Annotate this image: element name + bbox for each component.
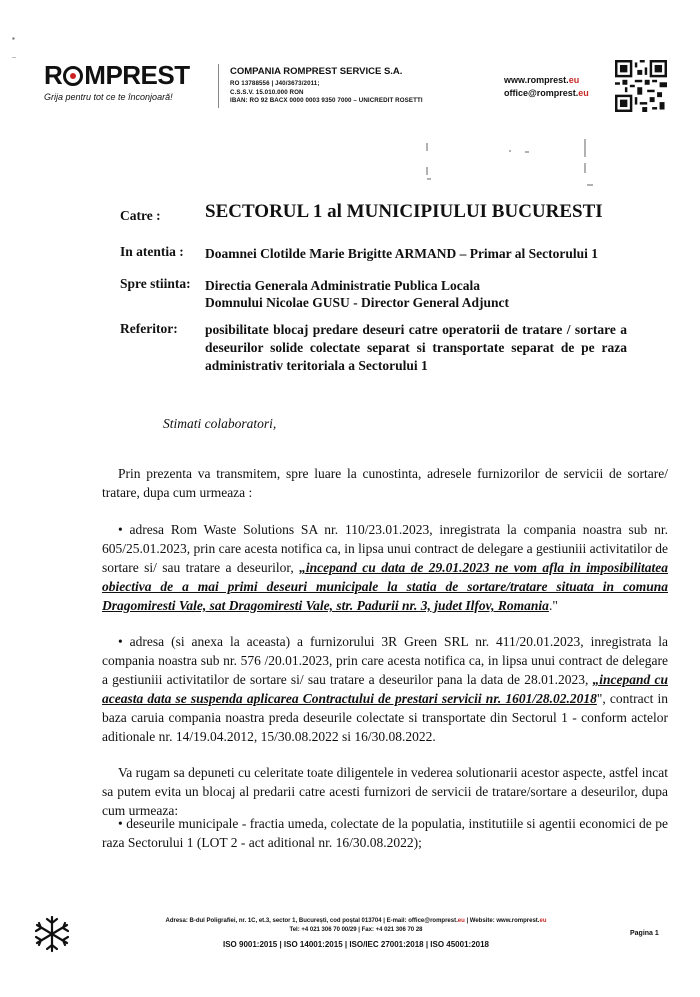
scan-artifact-marks xyxy=(425,135,595,190)
paragraph-municipal-waste xyxy=(102,814,668,852)
contact-info xyxy=(504,74,589,100)
qr-code-icon xyxy=(615,60,667,112)
romprest-logo: R MPREST xyxy=(44,60,190,90)
paragraph-3r-green xyxy=(102,632,668,746)
atentia-value: Doamnei Clotilde Marie Brigitte ARMAND – Primar al Sectorului 1 xyxy=(205,246,599,261)
scan-artifact-marks: ▪ – xyxy=(12,34,16,61)
paragraph-text: • adresa Rom Waste Solutions SA nr. 110/23.01.2023, inregistrata la compania noastra sub nr. 605/25.01.2023, prin care acesta notifica ca, in lipsa unui contract de delegare a gestiuniii activitatilor de sortare si/ sau tratare a deseurilor, xyxy=(102,522,668,575)
catre-label: Catre : xyxy=(120,208,161,223)
page-number: Pagina 1 xyxy=(630,930,659,937)
salutation: Stimati colaboratori, xyxy=(163,416,277,431)
stiinta-label: Spre stiinta: xyxy=(120,276,191,291)
paragraph-text: ." xyxy=(548,598,558,613)
referitor-value: posibilitate blocaj predare deseuri catre operatorii de tratare / sortare a deseurilor solide colectate separat si transportate separat de pe raza administrativ teritoriala a Sectorului 1 xyxy=(205,322,627,373)
paragraph-text: ", contract in baza caruia compania noastra preda deseurile colectate si transportate din Sectorul 1 - conform actelor aditionale nr. 14/19.04.2012, 15/30.08.2022 si 16/30.08.2022. xyxy=(102,691,669,744)
catre-value: SECTORUL 1 al MUNICIPIULUI BUCURESTI xyxy=(205,201,603,222)
footer xyxy=(96,917,616,952)
highlighted-text: „incepand cu data de 29.01.2023 ne vom afla in imposibilitatea obiectiva de a mai primi deseuri municipale la statia de sortare/tratare situata in comuna Dragomiresti Vale, sat Dragomiresti Vale, str. Padurii nr. 3, judet Ilfov, Romania xyxy=(102,560,668,613)
stiinta-line1: Directia Generala Administratie Publica Locala xyxy=(205,278,480,293)
footer-iso: ISO 9001:2015 | ISO 14001:2015 | ISO/IEC 27001:2018 | ISO 45001:2018 xyxy=(222,940,489,949)
atentia-label: In atentia : xyxy=(120,244,184,259)
paragraph-text: • adresa (si anexa la aceasta) a furnizorului 3R Green SRL nr. 411/20.01.2023, inregistrata la compania noastra sub nr. 576 /20.01.2023, prin care acesta notifica ca, in lipsa unui contract de delegare a gestiuniii activitatilor de sortare si/ sau tratare a deseurilor pana la data de 28.01.2023, xyxy=(102,634,668,687)
referitor-label: Referitor: xyxy=(120,321,178,336)
email-link[interactable]: office@romprest.eu xyxy=(504,88,589,98)
company-info xyxy=(230,66,423,106)
company-line: IBAN: RO 92 BACX 0000 0003 9350 7000 – UNICREDIT ROSETTI xyxy=(230,97,423,105)
paragraph-intro xyxy=(102,464,668,502)
website-link[interactable]: www.romprest.eu xyxy=(504,75,580,85)
paragraph-rom-waste xyxy=(102,520,668,615)
company-line: RO 13788556 | J40/3673/2011; xyxy=(230,80,320,87)
paragraph-text: Prin prezenta va transmitem, spre luare la cunostinta, adresele furnizorilor de servicii de sortare/ tratare, dupa cum urmeaza : xyxy=(102,466,668,500)
company-name: COMPANIA ROMPREST SERVICE S.A. xyxy=(230,66,403,77)
logo-o-icon xyxy=(63,66,83,86)
company-line: C.S.S.V. 15.010.000 RON xyxy=(230,88,304,96)
footer-phone: Tel: +4 021 306 70 00/29 | Fax: +4 021 306 70 28 xyxy=(289,927,423,933)
header-divider xyxy=(218,64,219,108)
highlighted-text: „incepand cu aceasta data se suspenda aplicarea Contractului de prestari servicii nr. 1601/28.02.2018 xyxy=(102,672,668,706)
paragraph-text: • deseurile municipale - fractia umeda, colectate de la populatia, institutiile si agentii economici de pe raza Sectorului 1 (LOT 2 - act aditional nr. 16/30.08.2022); xyxy=(102,816,668,850)
paragraph-request xyxy=(102,763,668,820)
stiinta-line2: Domnului Nicolae GUSU - Director General Adjunct xyxy=(205,295,509,310)
tagline: Grija pentru tot ce te înconjoară! xyxy=(44,92,173,102)
footer-address: Adresa: B-dul Poligrafiei, nr. 1C, et.3, sector 1, București, cod poștal 013704 | E-mail: office@romprest.eu | Website: www.romprest.eu xyxy=(165,918,547,924)
paragraph-text: Va rugam sa depuneti cu celeritate toate diligentele in vederea solutionarii acestor aspecte, astfel incat sa putem evita un blocaj al predarii catre acesti furnizori de servicii de tratare/sortare a deseurilor, dupa cum urmeaza: xyxy=(102,765,668,818)
footer-snowflake-logo xyxy=(32,914,72,954)
